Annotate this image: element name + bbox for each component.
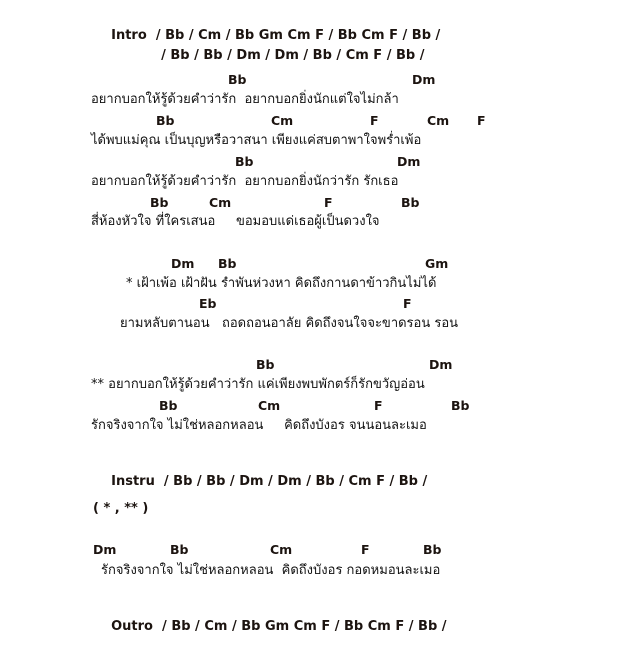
lyric-line: สี่ห้องหัวใจ ที่ใครเสนอ ขอมอบแด่เธอผู้เป็นดวงใจ <box>91 214 380 229</box>
chord-label: F <box>403 296 412 311</box>
intro-chords-2: / Bb / Bb / Dm / Dm / Bb / Cm F / Bb / <box>161 48 425 63</box>
chord-label: Dm <box>412 72 436 87</box>
chord-label: F <box>370 113 379 128</box>
chord-label: Bb <box>150 195 169 210</box>
chord-label: Cm <box>258 398 281 413</box>
chord-label: Bb <box>423 542 442 557</box>
lyric-line: รักจริงจากใจ ไม่ใช่หลอกหลอน คิดถึงบังอร จนนอนละเมอ <box>91 418 427 433</box>
chord-label: Bb <box>228 72 247 87</box>
chord-label: Bb <box>218 256 237 271</box>
lyric-line: ** อยากบอกให้รู้ด้วยคำว่ารัก แค่เพียงพบพักตร์ก็รักขวัญอ่อน <box>91 377 425 392</box>
chord-label: Eb <box>199 296 217 311</box>
chord-label: Bb <box>235 154 254 169</box>
lyric-line: รักจริงจากใจ ไม่ใช่หลอกหลอน คิดถึงบังอร กอดหมอนละเมอ <box>101 563 441 578</box>
intro-label: Intro <box>111 28 147 43</box>
lyric-line: ยามหลับตานอน ถอดถอนอาลัย คิดถึงจนใจจะขาดรอน รอน <box>120 316 459 331</box>
intro-line-2 <box>143 32 424 80</box>
lyric-line: อยากบอกให้รู้ด้วยคำว่ารัก อยากบอกยิ่งนักแต่ใจไม่กล้า <box>91 92 399 107</box>
chord-label: F <box>361 542 370 557</box>
outro-label: Outro <box>111 619 153 634</box>
chord-label: F <box>324 195 333 210</box>
chord-label: Gm <box>425 256 449 271</box>
chord-label: Cm <box>427 113 450 128</box>
chord-label: Bb <box>451 398 470 413</box>
chord-label: Cm <box>271 113 294 128</box>
chord-label: Bb <box>156 113 175 128</box>
chord-label: F <box>374 398 383 413</box>
chord-label: Bb <box>159 398 178 413</box>
chord-label: Dm <box>429 357 453 372</box>
chord-label: F <box>477 113 486 128</box>
chord-label: Dm <box>93 542 117 557</box>
instru-chords: / Bb / Bb / Dm / Dm / Bb / Cm F / Bb / <box>163 474 428 489</box>
chord-label: Cm <box>270 542 293 557</box>
chord-label: Bb <box>170 542 189 557</box>
lyric-line: * เฝ้าเพ้อ เฝ้าฝัน รำพันห่วงหา คิดถึงกานดาข้าวกินไม่ได้ <box>126 276 437 291</box>
instru-label: Instru <box>111 474 155 489</box>
chord-label: Bb <box>256 357 275 372</box>
chord-label: Cm <box>209 195 232 210</box>
chord-label: Dm <box>397 154 421 169</box>
chord-label: Dm <box>171 256 195 271</box>
lyric-line: อยากบอกให้รู้ด้วยคำว่ารัก อยากบอกยิ่งนักว่ารัก รักเธอ <box>91 174 399 189</box>
chord-label: Bb <box>401 195 420 210</box>
instru-line <box>93 458 427 506</box>
intro-chords-1: / Bb / Cm / Bb Gm Cm F / Bb Cm F / Bb / <box>155 28 441 43</box>
lyric-line: ได้พบแม่คุณ เป็นบุญหรือวาสนา เพียงแค่สบตาพาใจพร่ำเพ้อ <box>91 133 422 148</box>
outro-chords: / Bb / Cm / Bb Gm Cm F / Bb Cm F / Bb / <box>162 619 447 634</box>
outro-line <box>93 603 447 651</box>
repeat-marker: ( * , ** ) <box>93 501 149 516</box>
